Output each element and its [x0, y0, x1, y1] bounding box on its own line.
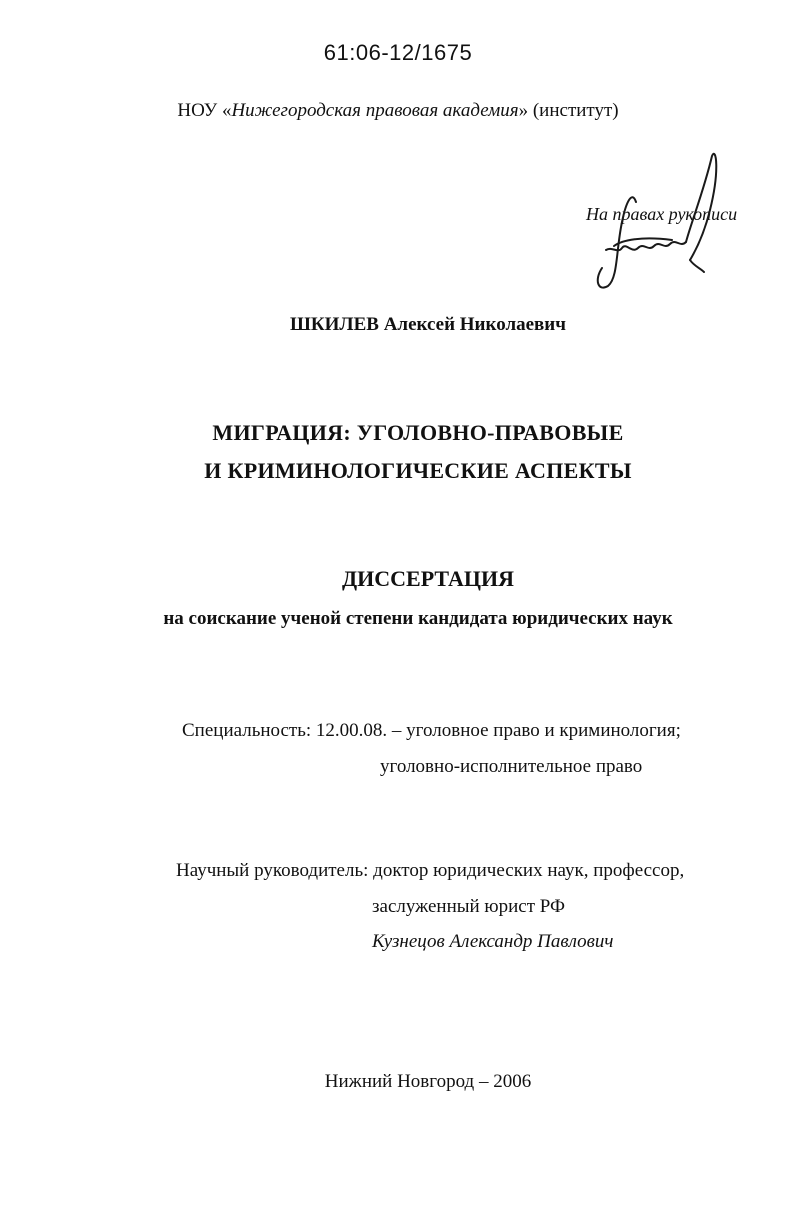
specialty-line-2: уголовно-исполнительное право: [380, 756, 643, 777]
supervisor-name: Кузнецов Александр Павлович: [372, 931, 614, 952]
specialty-line-1: Специальность: 12.00.08. – уголовное право и криминология;: [182, 720, 681, 741]
handwritten-signature: [592, 150, 722, 300]
institution-suffix: » (институт): [518, 100, 619, 121]
degree-statement: на соискание ученой степени кандидата юридических наук: [163, 608, 673, 629]
document-type: ДИССЕРТАЦИЯ: [342, 566, 514, 591]
dissertation-title-line-1: МИГРАЦИЯ: УГОЛОВНО-ПРАВОВЫЕ: [212, 420, 624, 445]
institution-title: Нижегородская правовая академия: [231, 100, 519, 121]
supervisor-line-1: Научный руководитель: доктор юридических наук, профессор,: [176, 860, 685, 881]
place-and-year: Нижний Новгород – 2006: [324, 1071, 532, 1092]
institution-prefix: НОУ «: [177, 100, 232, 121]
supervisor-line-2: заслуженный юрист РФ: [372, 896, 566, 917]
manuscript-note: На правах рукописи: [586, 204, 738, 224]
dissertation-title-line-2: И КРИМИНОЛОГИЧЕСКИЕ АСПЕКТЫ: [204, 458, 632, 483]
catalog-number: 61:06-12/1675: [323, 40, 473, 65]
institution-name: [0, 100, 796, 122]
author-name: ШКИЛЕВ Алексей Николаевич: [290, 314, 566, 335]
